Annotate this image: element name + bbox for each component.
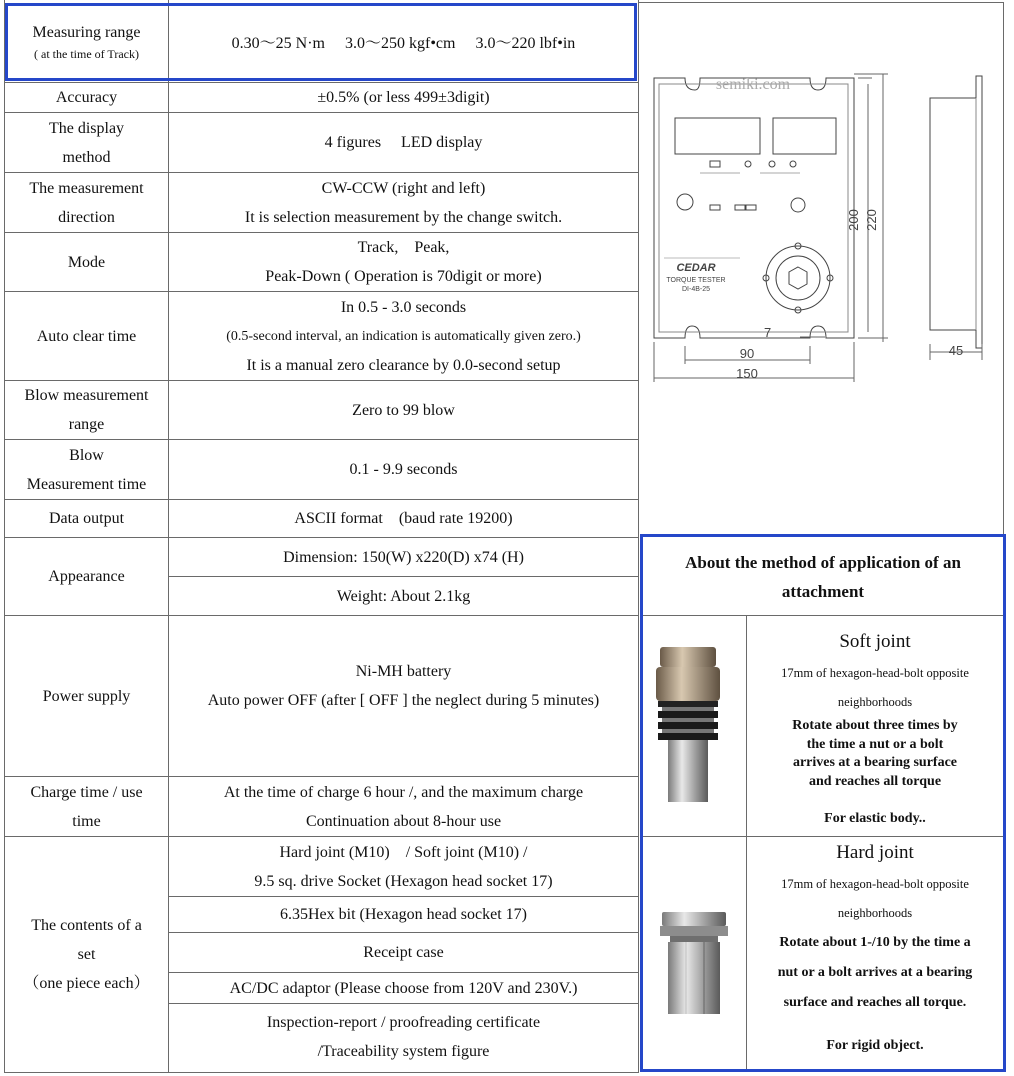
blow-time-label-line2: Measurement time bbox=[26, 475, 147, 493]
device-front-inner bbox=[659, 84, 848, 332]
mode-value-line1: Track, Peak, bbox=[357, 239, 450, 256]
charge-value-line2: Continuation about 8-hour use bbox=[305, 812, 502, 830]
attachment-title-line1: About the method of application of an bbox=[685, 552, 961, 572]
blow-range-label-cell bbox=[5, 381, 168, 439]
indicator-led-2 bbox=[769, 161, 775, 167]
power-value-line2: Auto power OFF (after [ OFF ] the neglect during 5 minutes) bbox=[207, 692, 600, 709]
soft-joint-desc-line1: Rotate about three times by bbox=[792, 718, 958, 733]
dim-7: 7 bbox=[764, 325, 772, 340]
dim-150: 150 bbox=[736, 366, 758, 381]
device-side-outline bbox=[930, 76, 982, 348]
watermark: semiki.com bbox=[715, 76, 791, 93]
dim-220: 220 bbox=[864, 209, 879, 231]
auto-clear-value-line2: (0.5-second interval, an indication is automatically given zero.) bbox=[226, 328, 581, 344]
measuring-range-label-cell bbox=[5, 8, 168, 78]
switch-1 bbox=[710, 205, 720, 210]
mode-label-cell bbox=[5, 233, 168, 291]
auto-clear-value-line3: It is a manual zero clearance by 0.0-second setup bbox=[246, 356, 561, 374]
blow-time-label-cell bbox=[5, 440, 168, 499]
drawing-box-right bbox=[1003, 2, 1004, 534]
direction-value-line1: CW-CCW (right and left) bbox=[321, 179, 486, 197]
contents-item-socket: 9.5 sq. drive Socket (Hexagon head socket 17) bbox=[254, 872, 553, 890]
contents-item-hexbit: 6.35Hex bit (Hexagon head socket 17) bbox=[279, 906, 528, 923]
contents-label-line3: （one piece each） bbox=[23, 975, 150, 992]
measuring-range-sublabel: ( at the time of Track) bbox=[34, 47, 139, 61]
data-output-value: ASCII format (baud rate 19200) bbox=[294, 510, 513, 527]
power-value-line1: Ni-MH battery bbox=[355, 663, 452, 680]
charge-label-cell bbox=[5, 777, 168, 836]
direction-label-line2: direction bbox=[58, 208, 115, 226]
soft-joint-image bbox=[650, 645, 730, 805]
indicator-led-1 bbox=[745, 161, 751, 167]
accuracy-value-cell bbox=[169, 83, 638, 112]
blow-range-label-line1: Blow measurement bbox=[24, 387, 149, 404]
contents-item-joints: Hard joint (M10) / Soft joint (M10) / bbox=[279, 843, 528, 861]
device-front-outline bbox=[654, 78, 854, 338]
display-label-line2: method bbox=[62, 148, 111, 166]
data-output-label-cell bbox=[5, 500, 168, 537]
reset-button bbox=[791, 198, 805, 212]
display-value-cell bbox=[169, 113, 638, 172]
indicator-led-3 bbox=[790, 161, 796, 167]
hard-joint-image bbox=[656, 908, 732, 1018]
dim-200: 200 bbox=[846, 209, 861, 231]
appearance-label-cell bbox=[5, 538, 168, 615]
power-value-cell bbox=[169, 616, 638, 756]
contents-label-line2: set bbox=[77, 946, 96, 963]
blow-time-value-cell bbox=[169, 440, 638, 499]
contents-item-hexbit-cell bbox=[169, 897, 638, 932]
direction-value-line2: It is selection measurement by the change switch. bbox=[244, 208, 563, 226]
direction-label-line1: The measurement bbox=[29, 179, 144, 197]
accuracy-label: Accuracy bbox=[55, 89, 118, 106]
hard-joint-use: For rigid object. bbox=[826, 1038, 924, 1053]
contents-item-case-cell bbox=[169, 933, 638, 972]
hard-joint-spec-line2: neighborhoods bbox=[837, 906, 913, 920]
hard-joint-text bbox=[747, 836, 1003, 1061]
accuracy-value: ±0.5% (or less 499±3digit) bbox=[317, 89, 490, 106]
display-value: 4 figures LED display bbox=[324, 134, 483, 151]
soft-joint-use: For elastic body.. bbox=[824, 811, 926, 826]
blow-time-value: 0.1 - 9.9 seconds bbox=[349, 461, 458, 478]
soft-joint-desc-line2: the time a nut or a bolt bbox=[806, 736, 944, 752]
mode-value-cell bbox=[169, 233, 638, 291]
auto-clear-value-line1: In 0.5 - 3.0 seconds bbox=[340, 298, 467, 316]
appearance-label: Appearance bbox=[48, 568, 125, 585]
drawing-box-top bbox=[638, 2, 1004, 3]
contents-item-joints-cell bbox=[169, 837, 638, 896]
hard-joint-title: Hard joint bbox=[836, 842, 914, 863]
contents-item-adaptor-cell bbox=[169, 973, 638, 1003]
contents-item-traceability: /Traceability system figure bbox=[317, 1043, 490, 1060]
power-switch bbox=[677, 194, 693, 210]
left-display bbox=[675, 118, 760, 154]
blow-range-label-line2: range bbox=[68, 416, 105, 433]
auto-clear-value-cell bbox=[169, 292, 638, 380]
soft-joint-spec-line1: 17mm of hexagon-head-bolt opposite bbox=[781, 666, 969, 680]
display-label-line1: The display bbox=[48, 119, 125, 137]
data-output-value-cell bbox=[169, 500, 638, 537]
power-label-cell bbox=[5, 616, 168, 776]
soft-joint-title: Soft joint bbox=[839, 631, 911, 652]
contents-label-line1: The contents of a bbox=[31, 917, 142, 934]
contents-item-report-cell bbox=[169, 1004, 638, 1070]
attachment-title-line2: attachment bbox=[781, 581, 865, 601]
display-label-cell bbox=[5, 113, 168, 172]
hard-joint-desc-line1: Rotate about 1-/10 by the time a bbox=[779, 935, 971, 950]
data-output-label: Data output bbox=[48, 510, 125, 527]
blow-time-label-line1: Blow bbox=[69, 446, 104, 464]
contents-label-cell bbox=[5, 837, 168, 1072]
accuracy-label-cell bbox=[5, 83, 168, 112]
charge-value-cell bbox=[169, 777, 638, 836]
soft-joint-spec-line2: neighborhoods bbox=[837, 695, 913, 709]
auto-clear-label: Auto clear time bbox=[36, 327, 137, 345]
dim-45: 45 bbox=[948, 343, 964, 358]
measuring-range-value: 0.30〜25 N·m 3.0〜250 kgf•cm 3.0〜220 lbf•in bbox=[231, 34, 576, 52]
blow-range-value: Zero to 99 blow bbox=[352, 401, 455, 419]
right-display bbox=[773, 118, 836, 154]
appearance-weight: Weight: About 2.1kg bbox=[336, 587, 471, 605]
auto-clear-label-cell bbox=[5, 292, 168, 380]
charge-label-line1: Charge time / use bbox=[30, 783, 143, 801]
model-line-2: DI-4B-25 bbox=[681, 286, 711, 293]
contents-item-report: Inspection-report / proofreading certificate bbox=[266, 1014, 541, 1031]
attachment-title-cell bbox=[643, 538, 1003, 615]
torque-socket-hex bbox=[789, 267, 807, 289]
switch-3 bbox=[746, 205, 756, 210]
switch-2 bbox=[735, 205, 745, 210]
appearance-weight-cell bbox=[169, 577, 638, 615]
direction-label-cell bbox=[5, 173, 168, 232]
appearance-dimension: Dimension: 150(W) x220(D) x74 (H) bbox=[283, 548, 524, 566]
mode-indicator bbox=[710, 161, 720, 167]
device-drawing bbox=[640, 60, 1002, 400]
hard-joint-desc-line2: nut or a bolt arrives at a bearing bbox=[777, 965, 973, 980]
soft-joint-desc-line3: arrives at a bearing surface bbox=[792, 755, 958, 770]
blow-range-value-cell bbox=[169, 381, 638, 439]
direction-value-cell bbox=[169, 173, 638, 232]
contents-item-adaptor: AC/DC adaptor (Please choose from 120V and 230V.) bbox=[229, 979, 578, 997]
brand-label: CEDAR bbox=[676, 262, 716, 274]
soft-joint-desc-line4: and reaches all torque bbox=[808, 773, 942, 789]
charge-label-line2: time bbox=[72, 812, 101, 830]
measuring-range-label: Measuring range bbox=[32, 24, 141, 41]
contents-item-case: Receipt case bbox=[363, 944, 444, 961]
mode-value-line2: Peak-Down ( Operation is 70digit or more) bbox=[265, 268, 542, 285]
appearance-dimension-cell bbox=[169, 538, 638, 576]
soft-joint-text bbox=[747, 625, 1003, 829]
model-line-1: TORQUE TESTER bbox=[666, 277, 726, 284]
hard-joint-desc-line3: surface and reaches all torque. bbox=[783, 995, 967, 1010]
mode-label: Mode bbox=[67, 253, 106, 271]
hard-joint-spec-line1: 17mm of hexagon-head-bolt opposite bbox=[781, 877, 969, 891]
charge-value-line1: At the time of charge 6 hour /, and the maximum charge bbox=[223, 783, 584, 801]
measuring-range-value-cell bbox=[169, 8, 638, 78]
power-label: Power supply bbox=[42, 687, 131, 705]
dim-90: 90 bbox=[739, 346, 755, 361]
